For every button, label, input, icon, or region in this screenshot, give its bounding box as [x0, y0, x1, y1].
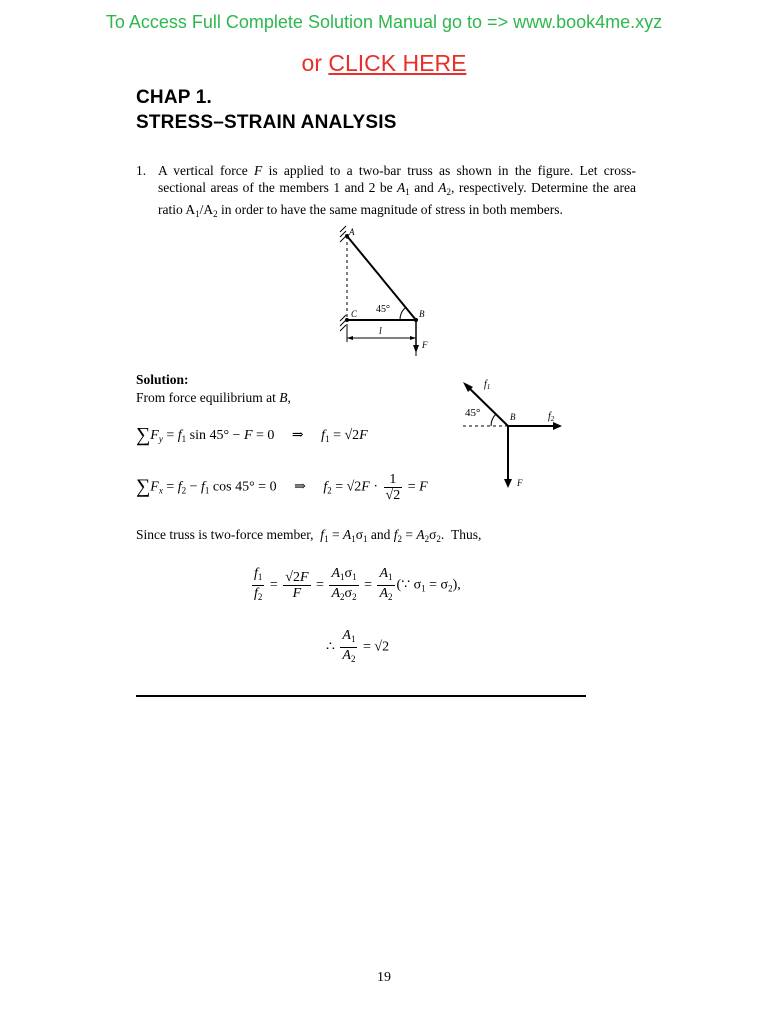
fbd-label-B: B [510, 412, 516, 422]
two-force-member-statement: Since truss is two-force member, $f_1 = A_1\sigma_1$ and $f_2 = A_2\sigma_2$. Thus, [136, 527, 482, 544]
section-divider [136, 695, 586, 697]
fbd-label-f1: $f_1$ [484, 379, 491, 391]
support-hatch-top [340, 226, 346, 242]
since-prefix: Since truss is two-force member, [136, 527, 314, 542]
click-here-prefix: or [301, 50, 329, 76]
label-B: B [419, 309, 425, 319]
problem-statement [136, 162, 636, 223]
click-here-banner [0, 50, 768, 77]
chapter-title: STRESS–STRAIN ANALYSIS [136, 112, 397, 133]
equation-sum-fx: $\sum F_x = f_2 - f_1$ cos 45° = 0 ⇒ $f_2 = √2F$ · $\frac{1}{√2}$ = F [136, 472, 428, 503]
label-F: F [422, 340, 428, 350]
solution-intro: From force equilibrium at B, [136, 390, 291, 405]
label-angle: 45° [376, 304, 390, 315]
download-banner[interactable]: To Access Full Complete Solution Manual go to => www.book4me.xyz [105, 12, 663, 32]
problem-text: A vertical force F is applied to a two-bar truss as shown in the figure. Let cross-sectional areas of the members 1 and 2 be $A_1$ and $A_2$, respectively. Determine the area ratio $A_1/A_2$ in order to have the same magnitude of stress in both members. [158, 163, 636, 219]
chapter-number: CHAP 1. [136, 87, 213, 108]
solution-heading: Solution: [136, 372, 189, 387]
f1-arrow [467, 386, 508, 426]
equation-sum-fy: $\sum F_y = f_1$ sin 45° − F = 0 ⇒ $f_1 = √2F$ [136, 424, 368, 446]
truss-figure [330, 226, 440, 356]
label-C: C [351, 309, 358, 319]
equation-result: ∴ $\frac{A_1}{A_2}$ = √2 [326, 628, 390, 664]
equation-ratio: $\frac{f_1}{f_2}$ = $\frac{√2F}{F}$ = $\frac{A_1\sigma_1}{A_2\sigma_2}$ = $\frac{A_1}{A_2}$ (∵ $\sigma_1 = \sigma_2$), [254, 566, 461, 602]
since-suffix: Thus, [451, 527, 482, 542]
page-number: 19 [377, 970, 391, 985]
joint-C [345, 318, 349, 322]
label-l: l [379, 326, 382, 337]
angle-arc [400, 308, 405, 320]
fbd-angle-arc [491, 414, 496, 426]
free-body-diagram [455, 376, 570, 496]
problem-number: 1. [136, 163, 147, 178]
label-A: A [349, 227, 355, 237]
since-and: and [370, 527, 391, 542]
fbd-angle-label: 45° [465, 407, 481, 419]
fbd-label-f2: $f_2$ [548, 411, 555, 423]
fbd-label-F: F [517, 478, 523, 488]
click-here-link[interactable]: CLICK HERE [328, 50, 467, 76]
support-hatch-bottom [340, 315, 346, 331]
